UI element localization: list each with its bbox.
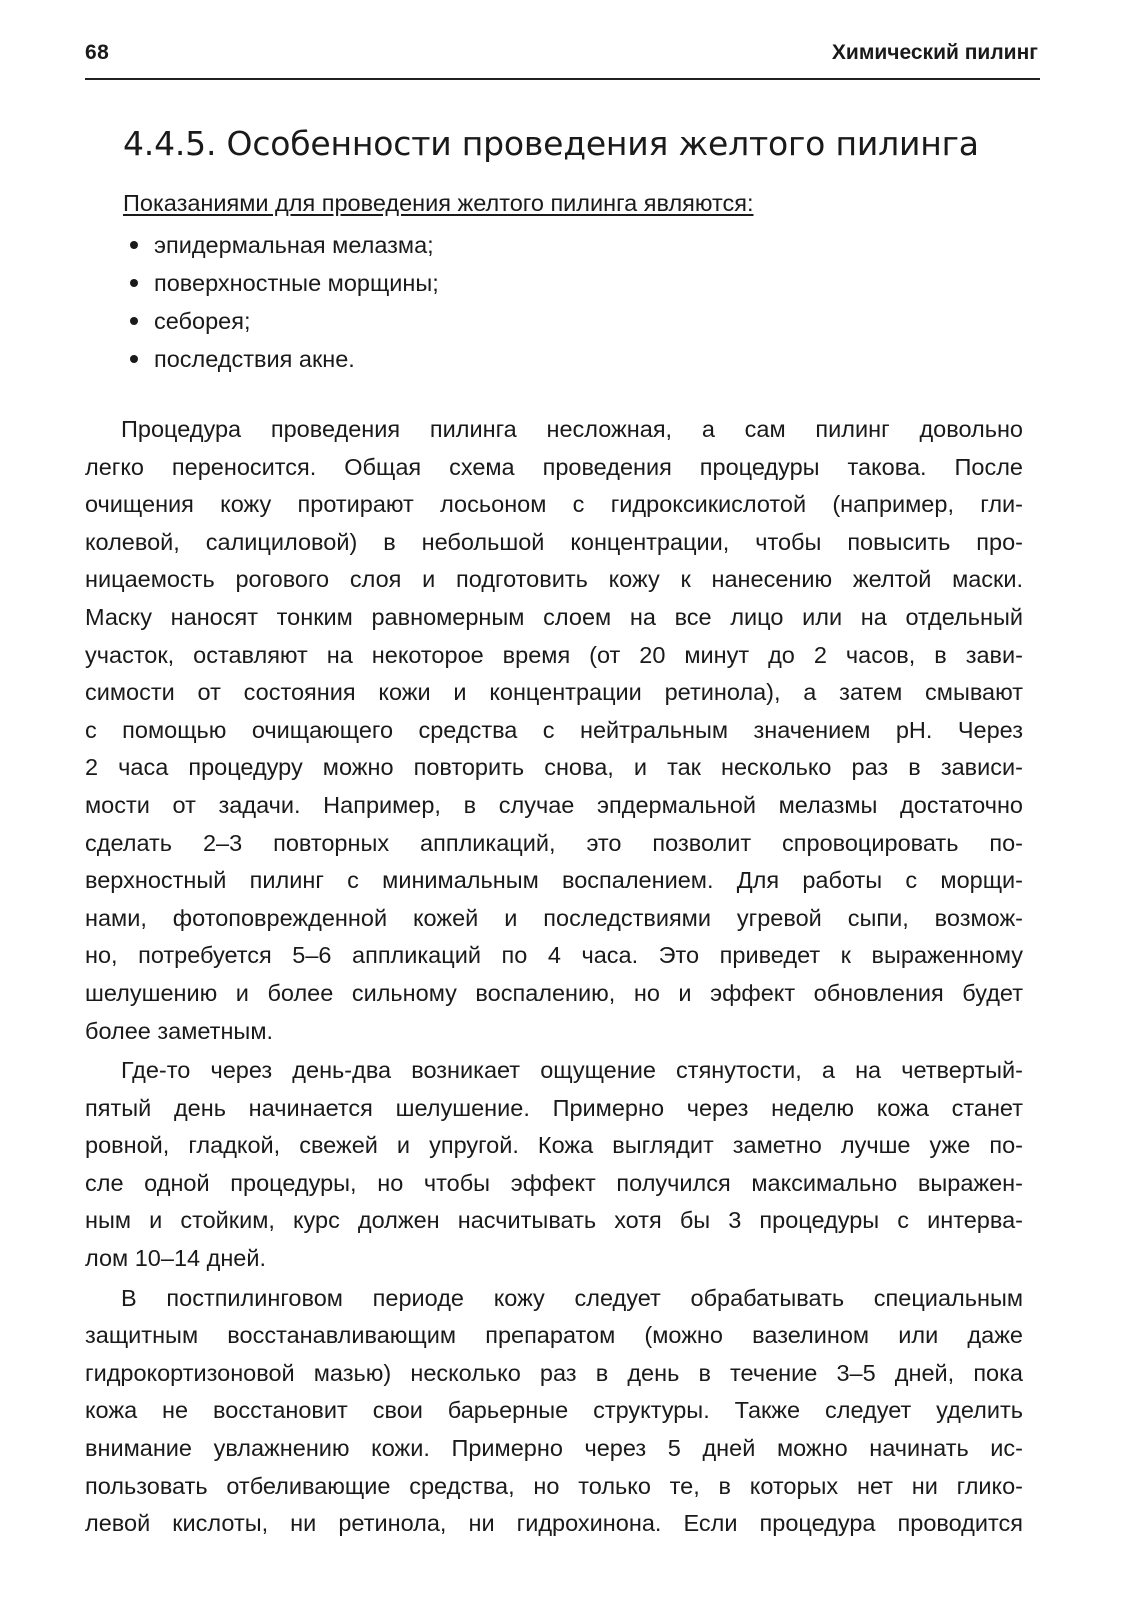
text-line: Маску наносят тонким равномерным слоем на все лицо или на отдельный [85, 603, 1023, 630]
text-line: сделать 2–3 повторных аппликаций, это позволит спровоцировать по- [85, 829, 1023, 856]
list-item [123, 226, 439, 264]
text-line: пятый день начинается шелушение. Примерно через неделю кожа станет [85, 1094, 1023, 1121]
bullet-icon [130, 355, 138, 363]
paragraph-procedure [85, 411, 1023, 1050]
bullet-icon [130, 279, 138, 287]
text-line: кожа не восстановит свои барьерные структуры. Также следует уделить [85, 1397, 1023, 1424]
text-line: ным и стойким, курс должен насчитывать хотя бы 3 процедуры с интерва- [85, 1207, 1023, 1234]
text-line: левой кислоты, ни ретинола, ни гидрохинона. Если процедура проводится [85, 1510, 1023, 1537]
paragraph-recovery [85, 1052, 1023, 1278]
list-item-text: эпидермальная мелазма; [154, 232, 434, 258]
list-item-text: себорея; [154, 308, 251, 334]
text-line: сле одной процедуры, но чтобы эффект получился максимально выражен- [85, 1169, 1023, 1196]
paragraph-postpeel [85, 1280, 1023, 1543]
text-line: внимание увлажнению кожи. Примерно через 5 дней можно начинать ис- [85, 1435, 1023, 1462]
text-line: верхностный пилинг с минимальным воспалением. Для работы с морщи- [85, 867, 1023, 894]
text-line: очищения кожу протирают лосьоном с гидроксикислотой (например, гли- [85, 491, 1023, 518]
text-line: 2 часа процедуру можно повторить снова, и так несколько раз в зависи- [85, 754, 1023, 781]
text-line: ровной, гладкой, свежей и упругой. Кожа выглядит заметно лучше уже по- [85, 1132, 1023, 1159]
text-line: гидрокортизоновой мазью) несколько раз в день в течение 3–5 дней, пока [85, 1359, 1023, 1386]
text-line: мости от задачи. Например, в случае эпдермальной мелазмы достаточно [85, 791, 1023, 818]
list-item-text: поверхностные морщины; [154, 270, 439, 296]
list-item [123, 264, 439, 302]
text-line: более заметным. [85, 1017, 273, 1044]
indications-lead: Показаниями для проведения желтого пилинга являются: [123, 190, 754, 216]
body-text [85, 411, 1023, 1543]
indications-list [123, 226, 439, 378]
text-line: легко переносится. Общая схема проведения процедуры такова. После [85, 453, 1023, 480]
list-item [123, 340, 439, 378]
text-line: но, потребуется 5–6 аппликаций по 4 часа. Это приведет к выраженному [85, 942, 1023, 969]
text-line: Процедура проведения пилинга несложная, а сам пилинг довольно [121, 416, 1023, 442]
section-heading: 4.4.5. Особенности проведения желтого пилинга [123, 124, 979, 163]
text-line: ницаемость рогового слоя и подготовить кожу к нанесению желтой маски. [85, 566, 1023, 593]
text-line: пользовать отбеливающие средства, но только те, в которых нет ни глико- [85, 1472, 1023, 1499]
text-line: колевой, салициловой) в небольшой концентрации, чтобы повысить про- [85, 528, 1023, 555]
text-line: нами, фотоповрежденной кожей и последствиями угревой сыпи, возмож- [85, 904, 1023, 931]
text-line: В постпилинговом периоде кожу следует обрабатывать специальным [121, 1284, 1023, 1311]
text-line: участок, оставляют на некоторое время (от 20 минут до 2 часов, в зави- [85, 641, 1023, 668]
list-item [123, 302, 439, 340]
list-item-text: последствия акне. [154, 346, 355, 372]
bullet-icon [130, 241, 138, 249]
running-header [85, 30, 1040, 80]
text-line: Где-то через день-два возникает ощущение стянутости, а на четвертый- [121, 1057, 1023, 1084]
bullet-icon [130, 317, 138, 325]
text-line: защитным восстанавливающим препаратом (можно вазелином или даже [85, 1322, 1023, 1349]
text-line: с помощью очищающего средства с нейтральным значением рН. Через [85, 716, 1023, 743]
running-title: Химический пилинг [831, 41, 1038, 64]
text-line: симости от состояния кожи и концентрации ретинола), а затем смывают [85, 679, 1023, 706]
page-number: 68 [85, 41, 110, 64]
text-line: шелушению и более сильному воспалению, но и эффект обновления будет [85, 979, 1023, 1006]
text-line: лом 10–14 дней. [85, 1245, 267, 1272]
